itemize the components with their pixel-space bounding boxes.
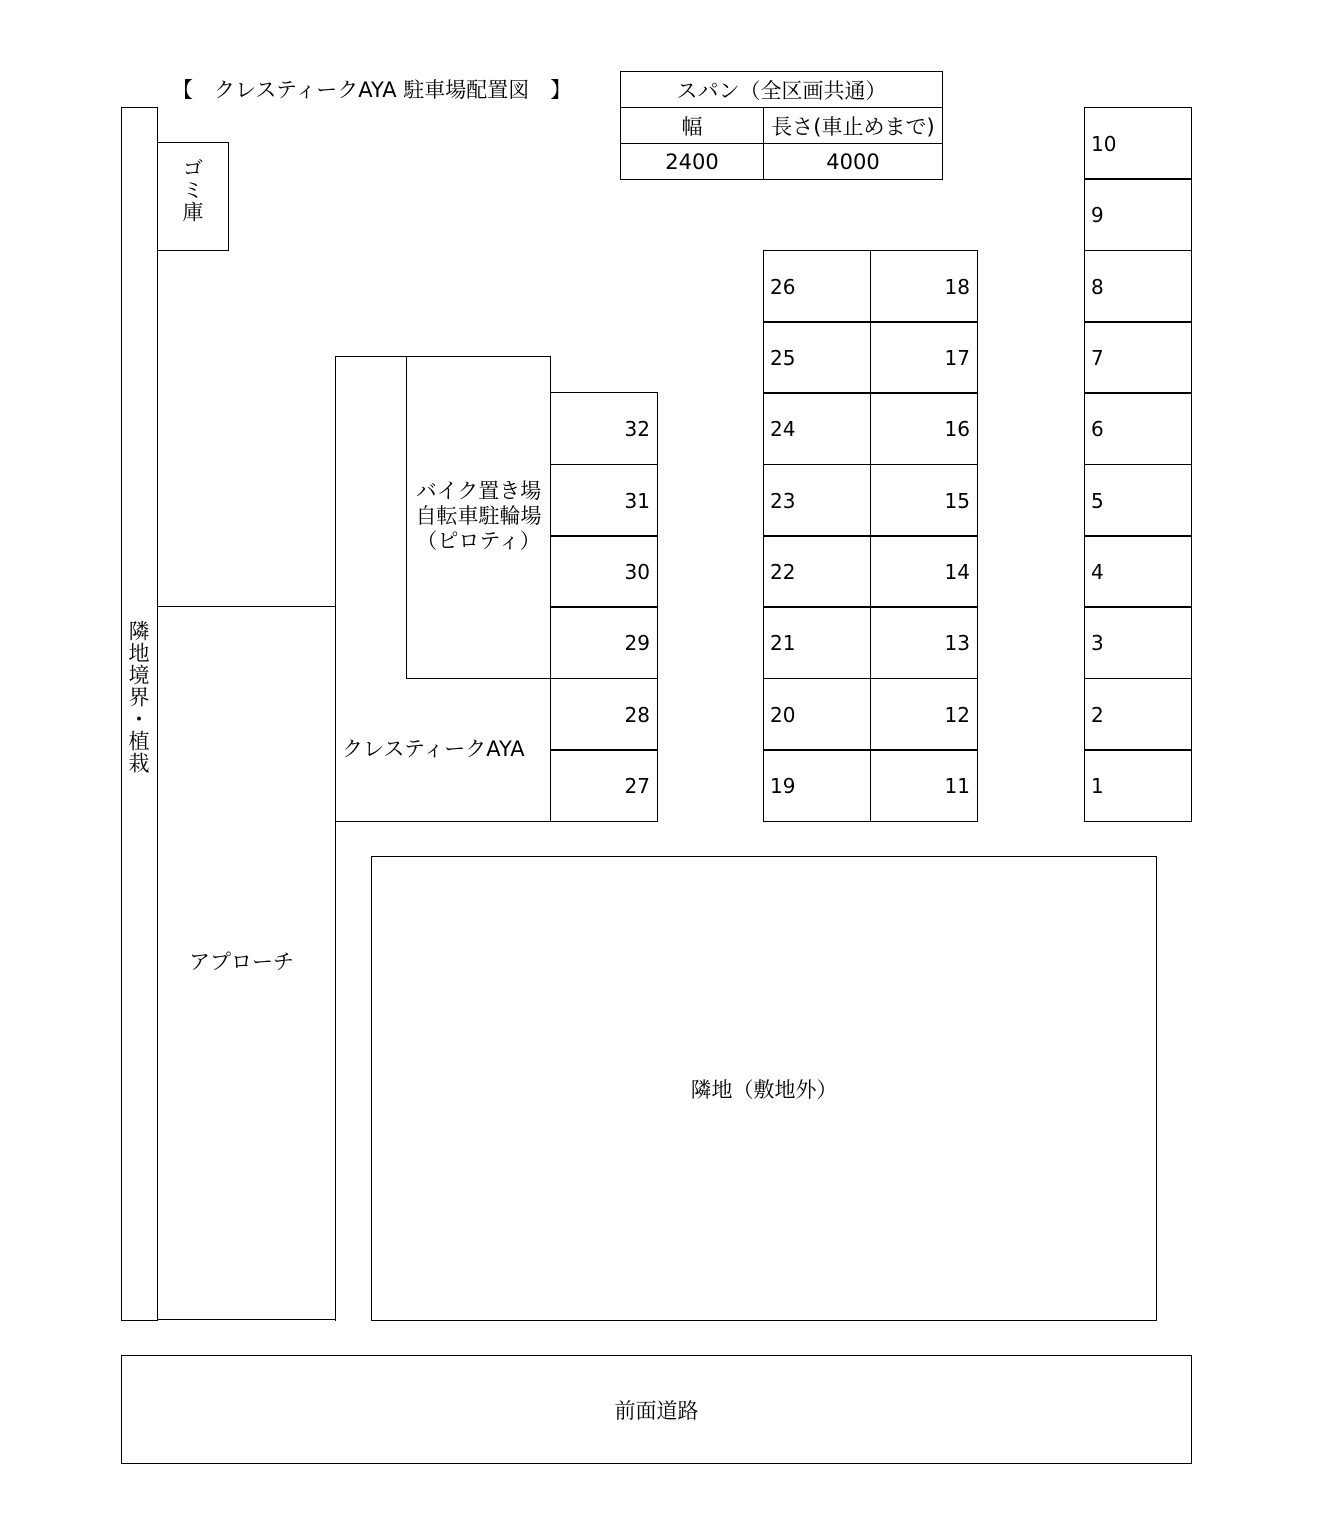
parking-space-number: 15 <box>944 489 970 513</box>
parking-space-number: 30 <box>624 560 650 584</box>
boundary-label: 隣地境界・植栽 <box>126 620 150 774</box>
parking-space-number: 27 <box>624 774 650 798</box>
span-table-header: スパン（全区画共通） <box>621 72 943 108</box>
span-table-length-label: 長さ(車止めまで) <box>764 108 943 144</box>
parking-space[interactable] <box>763 678 871 751</box>
parking-space-number: 17 <box>944 346 970 370</box>
parking-space-number: 3 <box>1091 631 1104 655</box>
parking-space-number: 28 <box>624 703 650 727</box>
parking-space-number: 5 <box>1091 489 1104 513</box>
page-title: 【 クレスティークAYA 駐車場配置図 】 <box>172 78 572 102</box>
parking-space-number: 20 <box>770 703 796 727</box>
parking-space-number: 26 <box>770 275 796 299</box>
parking-space[interactable] <box>550 606 658 679</box>
parking-space[interactable] <box>870 606 978 679</box>
parking-space-number: 21 <box>770 631 796 655</box>
parking-space-number: 4 <box>1091 560 1104 584</box>
approach-bottom-line <box>157 1319 336 1320</box>
parking-space[interactable] <box>763 749 871 822</box>
parking-space-number: 6 <box>1091 417 1104 441</box>
parking-space[interactable] <box>763 321 871 394</box>
parking-space[interactable] <box>763 535 871 608</box>
parking-space-number: 25 <box>770 346 796 370</box>
bike-parking-label <box>407 479 550 554</box>
parking-space[interactable] <box>1084 321 1192 394</box>
parking-space-number: 1 <box>1091 774 1104 798</box>
parking-space[interactable] <box>550 464 658 537</box>
parking-space[interactable] <box>550 535 658 608</box>
parking-space-number: 8 <box>1091 275 1104 299</box>
parking-space-number: 29 <box>624 631 650 655</box>
parking-space-number: 24 <box>770 417 796 441</box>
parking-space[interactable] <box>550 678 658 751</box>
parking-space-number: 19 <box>770 774 796 798</box>
approach-label: アプローチ <box>189 950 294 974</box>
span-table-length-value: 4000 <box>764 144 943 180</box>
bike-label-line1: バイク置き場 <box>415 479 542 503</box>
parking-space[interactable] <box>1084 392 1192 465</box>
front-road-label: 前面道路 <box>614 1398 699 1423</box>
parking-space[interactable] <box>550 749 658 822</box>
parking-space-number: 11 <box>944 774 970 798</box>
parking-space[interactable] <box>870 749 978 822</box>
neighbor-lot <box>371 856 1157 1321</box>
parking-space[interactable] <box>870 678 978 751</box>
parking-space-number: 16 <box>944 417 970 441</box>
parking-space[interactable] <box>870 321 978 394</box>
parking-space[interactable] <box>1084 678 1192 751</box>
bike-label-line2: 自転車駐輪場 <box>415 504 542 528</box>
parking-space-number: 23 <box>770 489 796 513</box>
bike-label-line3: （ピロティ） <box>416 529 541 553</box>
parking-space[interactable] <box>1084 606 1192 679</box>
span-table-width-label: 幅 <box>621 108 764 144</box>
parking-space[interactable] <box>550 392 658 465</box>
parking-space-number: 14 <box>944 560 970 584</box>
parking-space[interactable] <box>1084 178 1192 251</box>
approach-right-line <box>335 820 336 1321</box>
span-table <box>620 71 943 180</box>
approach-top-line <box>157 606 336 607</box>
front-road <box>121 1355 1192 1464</box>
parking-space[interactable] <box>1084 749 1192 822</box>
parking-space[interactable] <box>1084 250 1192 323</box>
parking-space-number: 22 <box>770 560 796 584</box>
parking-space[interactable] <box>870 250 978 323</box>
parking-space-number: 10 <box>1091 132 1117 156</box>
neighbor-lot-label: 隣地（敷地外） <box>690 1077 838 1102</box>
parking-space[interactable] <box>1084 107 1192 180</box>
parking-space-number: 32 <box>624 417 650 441</box>
span-table-width-value: 2400 <box>621 144 764 180</box>
parking-space-number: 7 <box>1091 346 1104 370</box>
parking-space[interactable] <box>763 606 871 679</box>
parking-space-number: 18 <box>944 275 970 299</box>
parking-space-number: 13 <box>944 631 970 655</box>
parking-space-number: 9 <box>1091 203 1104 227</box>
parking-space[interactable] <box>763 392 871 465</box>
parking-space[interactable] <box>763 250 871 323</box>
parking-space[interactable] <box>1084 535 1192 608</box>
parking-space[interactable] <box>763 464 871 537</box>
building-label: クレスティークAYA <box>342 737 525 761</box>
parking-space[interactable] <box>870 535 978 608</box>
garbage-storage-label: ゴミ庫 <box>180 157 204 223</box>
parking-space[interactable] <box>870 464 978 537</box>
parking-space-number: 12 <box>944 703 970 727</box>
parking-space[interactable] <box>870 392 978 465</box>
parking-space[interactable] <box>1084 464 1192 537</box>
parking-space-number: 2 <box>1091 703 1104 727</box>
parking-space-number: 31 <box>624 489 650 513</box>
